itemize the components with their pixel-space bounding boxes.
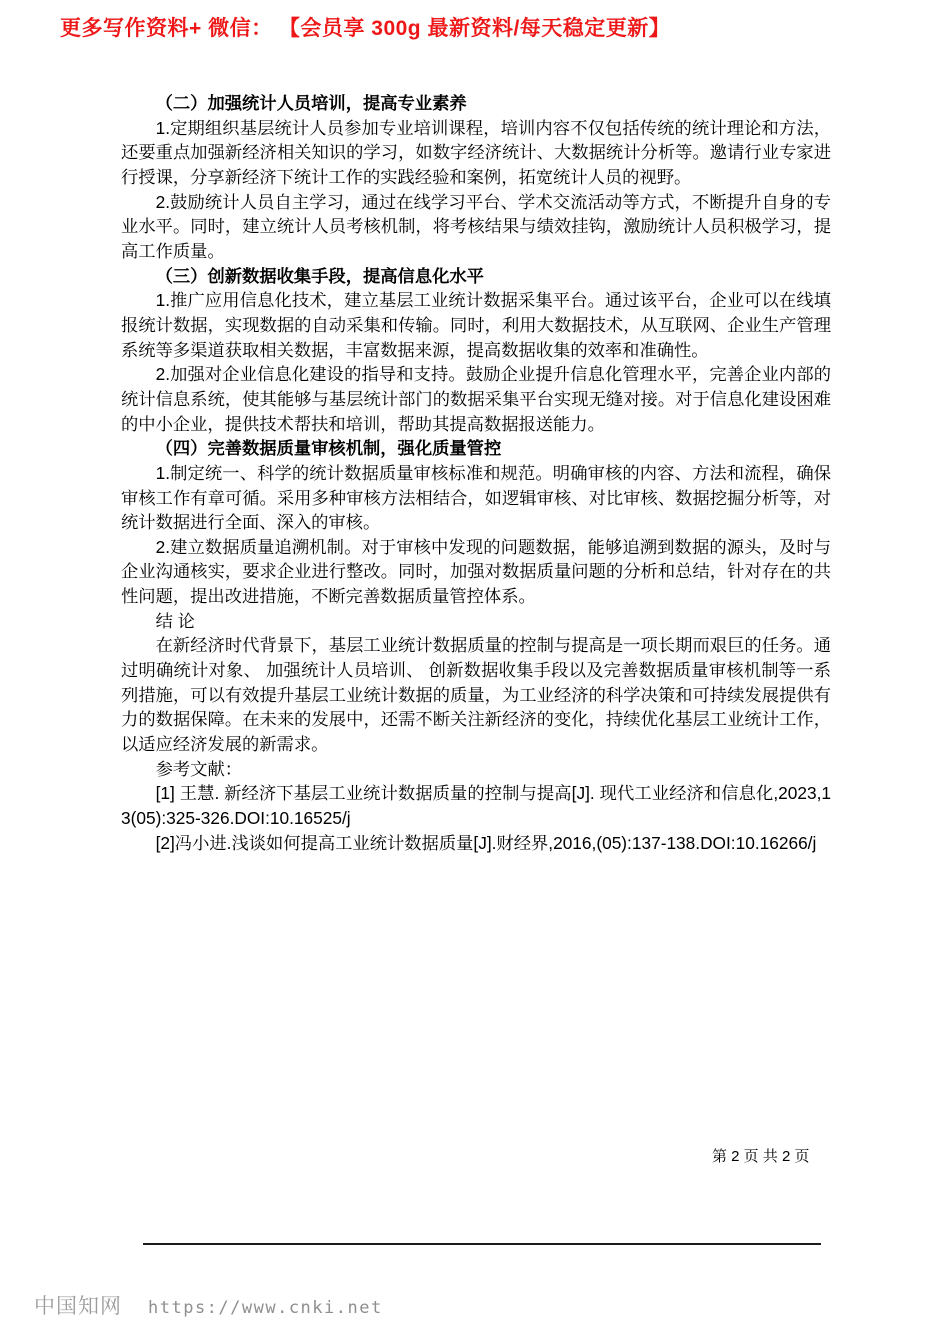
- promo-banner-text: 更多写作资料+ 微信： 【会员享 300g 最新资料/每天稳定更新】: [60, 17, 671, 40]
- section-heading: （四）完善数据质量审核机制，强化质量管控: [155, 438, 502, 459]
- paragraph: 1.推广应用信息化技术，建立基层工业统计数据采集平台。通过该平台，企业可以在线填报统计数据，实现数据的自动采集和传输。同时，利用大数据技术，从互联网、企业生产管理系统等多渠道获取相关数据，丰富数据来源，提高数据收集的效率和准确性。: [121, 290, 831, 360]
- paragraph: 参考文献：: [155, 758, 243, 779]
- page-number: 第 2 页 共 2 页: [712, 1148, 810, 1165]
- footer-divider: [143, 1243, 821, 1245]
- paragraph: 2.建立数据质量追溯机制。对于审核中发现的问题数据，能够追溯到数据的源头，及时与企业沟通核实，要求企业进行整改。同时，加强对数据质量问题的分析和总结，针对存在的共性问题，提出改进措施，不断完善数据质量管控体系。: [121, 536, 831, 607]
- paragraph: 2.鼓励统计人员自主学习，通过在线学习平台、学术交流活动等方式，不断提升自身的专业水平。同时，建立统计人员考核机制，将考核结果与绩效挂钩，激励统计人员积极学习，提高工作质量。: [121, 191, 831, 261]
- cnki-watermark: [34, 1290, 383, 1320]
- paragraph: [1] 王慧. 新经济下基层工业统计数据质量的控制与提高[J]. 现代工业经济和信息化,2023,13(05):325-326.DOI:10.16525/j: [121, 783, 831, 829]
- paragraph: [2]冯小进.浅谈如何提高工业统计数据质量[J].财经界,2016,(05):137-138.DOI:10.16266/j: [155, 832, 817, 853]
- paragraph: 1.定期组织基层统计人员参加专业培训课程，培训内容不仅包括传统的统计理论和方法，还要重点加强新经济相关知识的学习，如数字经济统计、大数据统计分析等。邀请行业专家进行授课，分享新经济下统计工作的实践经验和案例，拓宽统计人员的视野。: [121, 117, 831, 187]
- paragraph: 2.加强对企业信息化建设的指导和支持。鼓励企业提升信息化管理水平，完善企业内部的统计信息系统，使其能够与基层统计部门的数据采集平台实现无缝对接。对于信息化建设困难的中小企业，提供技术帮扶和培训，帮助其提高数据报送能力。: [121, 364, 831, 434]
- section-heading: （二）加强统计人员培训，提高专业素养: [155, 93, 467, 113]
- paragraph: 在新经济时代背景下，基层工业统计数据质量的控制与提高是一项长期而艰巨的任务。通过明确统计对象、 加强统计人员培训、 创新数据收集手段以及完善数据质量审核机制等一系列措施，可以有效提升基层工业统计数据的质量，为工业经济的科学决策和可持续发展提供有力的数据保障。在未来的发展中，还需不断关注新经济的变化，持续优化基层工业统计工作，以适应经济发展的新需求。: [121, 635, 831, 755]
- paragraph: 1.制定统一、科学的统计数据质量审核标准和规范。明确审核的内容、方法和流程，确保审核工作有章可循。采用多种审核方法相结合，如逻辑审核、对比审核、数据挖掘分析等，对统计数据进行全面、深入的审核。: [121, 462, 831, 533]
- document-body: [121, 91, 831, 855]
- paragraph: 结 论: [155, 610, 195, 631]
- section-heading: （三）创新数据收集手段，提高信息化水平: [155, 265, 484, 286]
- cnki-site-url: https://www.cnki.net: [148, 1298, 383, 1318]
- cnki-site-name: 中国知网: [34, 1294, 122, 1318]
